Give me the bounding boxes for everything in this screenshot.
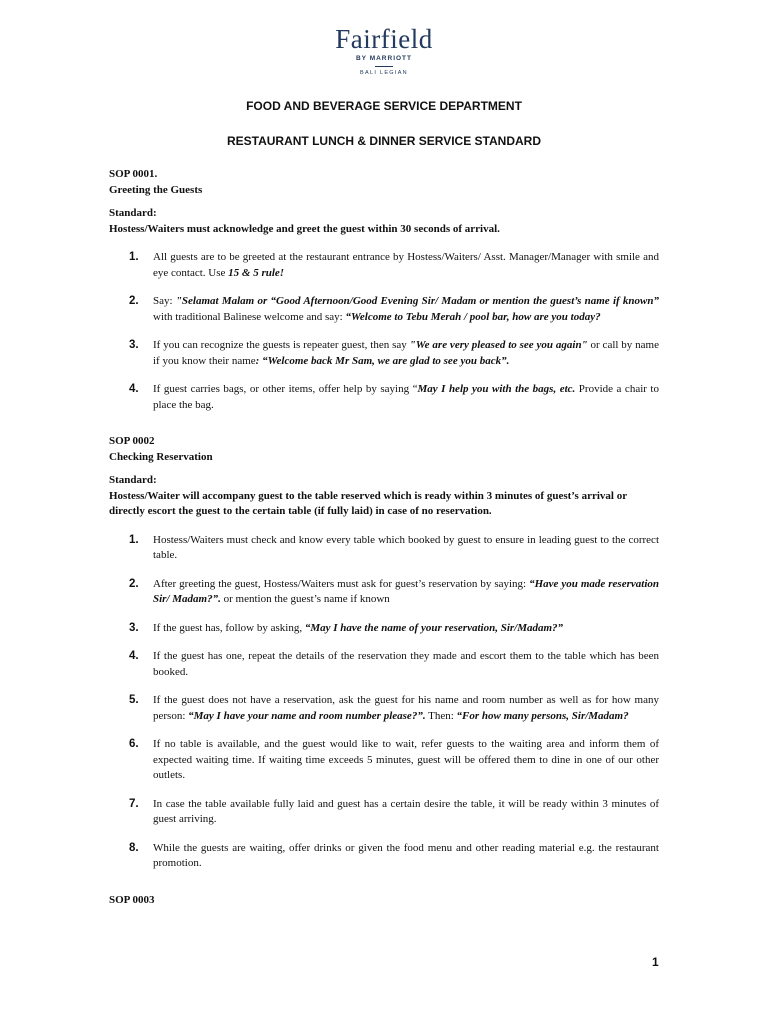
page-number: 1 (652, 955, 659, 969)
item-text: If you can recognize the guests is repeater guest, then say (153, 339, 410, 351)
sop-item-list (109, 250, 659, 413)
item-text: In case the table available fully laid and guest has a certain desire the table, it will be ready within 3 minutes of guest arriving. (153, 797, 659, 825)
item-emphasis: : “Welcome back Mr Sam, we are glad to see you back”. (255, 354, 510, 367)
item-emphasis: "We are very pleased to see you again" (409, 339, 588, 351)
logo-divider (375, 66, 393, 67)
item-emphasis: May I help you with the bags, etc. (417, 383, 576, 395)
list-item (109, 382, 659, 413)
sop-title: Greeting the Guests (109, 183, 203, 196)
item-number: 3. (129, 621, 139, 634)
item-number: 4. (129, 383, 139, 395)
item-text: or call by name if you know their name (153, 339, 659, 367)
standard-text: Hostess/Waiters must acknowledge and greet the guest within 30 seconds of arrival. (109, 222, 500, 235)
list-item (109, 533, 659, 564)
item-emphasis: “Have you made reservation Sir/ Madam?”. (153, 577, 659, 605)
list-item (109, 250, 659, 281)
item-text: with traditional Balinese welcome and say: (153, 310, 346, 323)
list-item (109, 338, 659, 369)
item-text: or mention the guest’s name if known (220, 593, 390, 605)
item-emphasis: "Selamat Malam or “Good Afternoon/Good Evening Sir/ Madam or mention the guest’s name if known” (175, 295, 659, 307)
item-text: After greeting the guest, Hostess/Waiters must ask for guest’s reservation by saying: (153, 577, 530, 590)
logo-wordmark: Fairfield (335, 24, 433, 54)
list-item (109, 621, 659, 637)
item-text: Then: (425, 709, 457, 722)
item-text: While the guests are waiting, offer drinks or given the food menu and other reading material e.g. the restaurant promotion. (153, 841, 659, 869)
item-text: Say: (153, 295, 176, 307)
item-text: If guest carries bags, or other items, offer help by saying “ (153, 383, 418, 395)
item-text: If the guest has one, repeat the details of the reservation they made and escort them to the table which has been booked. (153, 650, 659, 678)
standard-label: Standard: (109, 474, 157, 486)
item-number: 2. (129, 577, 139, 590)
item-number: 2. (129, 295, 139, 307)
logo-location: BALI LEGIAN (360, 70, 408, 76)
list-item (109, 737, 659, 784)
item-number: 8. (129, 841, 139, 854)
list-item (109, 693, 659, 724)
item-number: 7. (129, 797, 139, 810)
item-text: Provide a chair to place the bag. (153, 383, 659, 411)
list-item (109, 797, 659, 828)
brand-logo (0, 24, 768, 77)
item-emphasis: “May I have the name of your reservation, Sir/Madam?” (304, 621, 564, 634)
document-body (109, 167, 659, 908)
item-emphasis: “May I have your name and room number please?”. (188, 709, 426, 722)
item-text: If the guest has, follow by asking, (153, 621, 305, 634)
item-number: 5. (129, 694, 139, 706)
item-number: 4. (129, 650, 139, 662)
standard-text: Hostess/Waiter will accompany guest to the table reserved which is ready within 3 minutes of guest’s arrival or directly escort the guest to the certain table (if fully laid) in case of no reservation. (109, 489, 627, 517)
item-text: Hostess/Waiters must check and know every table which booked by guest to ensure in leading guest to the correct table. (153, 533, 659, 561)
item-emphasis: 15 & 5 rule! (228, 266, 285, 279)
sop-code: SOP 0003 (109, 893, 155, 906)
item-number: 3. (129, 339, 139, 351)
list-item (109, 841, 659, 872)
item-emphasis: “For how many persons, Sir/Madam? (456, 709, 629, 722)
sop-item-list (109, 533, 659, 872)
item-number: 1. (129, 533, 139, 546)
sop-code: SOP 0002 (109, 435, 155, 447)
list-item (109, 294, 659, 325)
logo-subtitle: BY MARRIOTT (355, 55, 413, 62)
standard-title: RESTAURANT LUNCH & DINNER SERVICE STANDARD (226, 134, 541, 148)
item-text: If no table is available, and the guest would like to wait, refer guests to the waiting area and inform them of expected waiting time. If waiting time exceeds 5 minutes, guest will be offered them to dine in one of our other outlets. (153, 738, 659, 781)
sop-code: SOP 0001. (109, 168, 158, 180)
list-item (109, 577, 659, 608)
item-text: If the guest does not have a reservation, ask the guest for his name and room number as well as for how many person: (153, 694, 659, 722)
item-number: 1. (129, 251, 139, 263)
item-text: All guests are to be greeted at the restaurant entrance by Hostess/Waiters/ Asst. Manager/Manager with smile and eye contact. Use (153, 251, 659, 279)
department-title: FOOD AND BEVERAGE SERVICE DEPARTMENT (246, 99, 522, 113)
item-number: 6. (129, 738, 139, 750)
standard-label: Standard: (109, 207, 157, 219)
sop-title: Checking Reservation (109, 450, 213, 463)
list-item (109, 649, 659, 680)
item-emphasis: “Welcome to Tebu Merah / pool bar, how are you today? (345, 310, 601, 323)
